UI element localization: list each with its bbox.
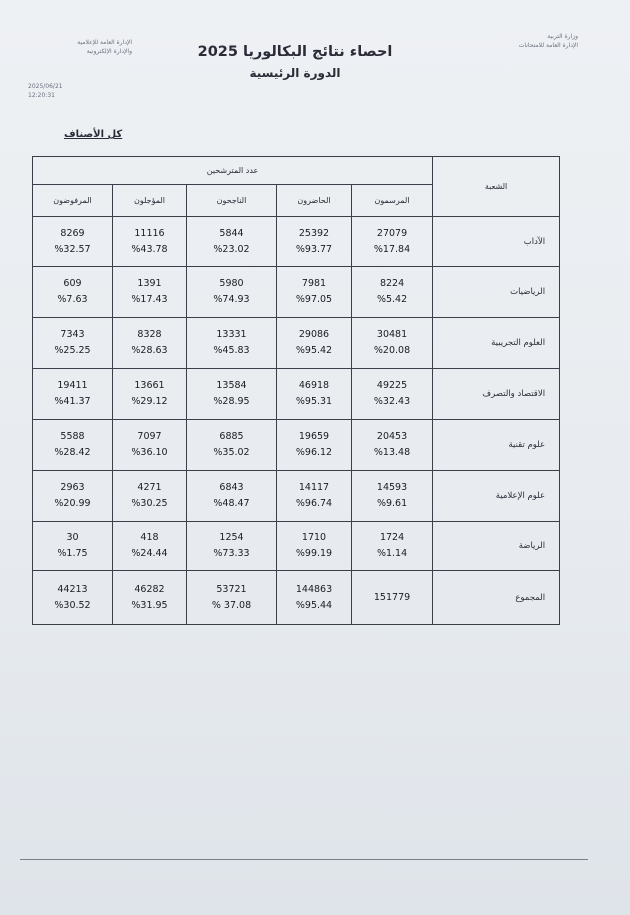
cell-count: 53721: [216, 583, 247, 595]
branch-header: الشعبة: [433, 157, 560, 217]
cell-percent: %9.61: [376, 498, 408, 509]
data-cell: [352, 267, 433, 318]
document-subtitle: الدورة الرئيسية: [249, 66, 341, 80]
cell-percent: %99.19: [295, 548, 333, 559]
cell-percent: %35.02: [213, 447, 250, 458]
data-cell: [33, 369, 113, 420]
cell-count: 5980: [219, 278, 244, 289]
branch-name: المجموع: [433, 571, 560, 625]
data-cell: [113, 420, 187, 471]
cell-percent: %48.47: [213, 498, 250, 509]
cell-count: 13661: [134, 380, 165, 391]
table-row: [33, 522, 560, 571]
cell-percent: %30.52: [54, 599, 91, 611]
cell-percent: %74.93: [213, 294, 250, 305]
department-line-2: والإدارة الإلكترونية: [86, 48, 132, 55]
cell-percent: %28.42: [54, 447, 91, 458]
cell-percent: %96.74: [295, 498, 333, 509]
cell-percent: %45.83: [213, 345, 250, 356]
cell-percent: %36.10: [131, 447, 168, 458]
data-cell: [113, 369, 187, 420]
data-cell: [113, 522, 187, 571]
cell-percent: %93.77: [295, 243, 333, 255]
data-cell: [277, 217, 352, 267]
cell-count: 19659: [298, 431, 330, 442]
results-table: [32, 156, 560, 625]
cell-count: 8269: [60, 227, 85, 239]
cell-count: 44213: [57, 583, 88, 595]
data-cell: [113, 217, 187, 267]
cell-count: 6885: [219, 431, 244, 442]
cell-percent: %31.95: [131, 599, 168, 611]
col-passed: الناجحون: [187, 185, 277, 217]
print-time: 12:20:31: [28, 92, 55, 99]
cell-percent: %20.08: [373, 345, 411, 356]
print-date: 2025/06/21: [28, 83, 63, 90]
table-row: [33, 571, 560, 625]
ministry-header: [478, 32, 578, 50]
data-cell: [187, 522, 277, 571]
table-row: [33, 217, 560, 267]
data-cell: [33, 471, 113, 522]
data-cell: [33, 571, 113, 625]
data-cell: [33, 420, 113, 471]
cell-count: 11116: [134, 227, 165, 239]
cell-percent: %17.43: [131, 294, 168, 305]
data-cell: [113, 571, 187, 625]
cell-count: 5588: [60, 431, 85, 442]
cell-percent: %96.12: [295, 447, 333, 458]
branch-name: الآداب: [433, 217, 560, 267]
cell-count: 8328: [137, 329, 162, 340]
data-cell: [187, 318, 277, 369]
cell-percent: %28.63: [131, 345, 168, 356]
col-rejected: المرفوضون: [33, 185, 113, 217]
cell-count: 30: [66, 532, 79, 543]
data-cell: [187, 471, 277, 522]
data-cell: [33, 217, 113, 267]
branch-name: الاقتصاد والتصرف: [433, 369, 560, 420]
data-cell: [277, 522, 352, 571]
cell-percent: %28.95: [213, 396, 250, 407]
cell-percent: %32.43: [373, 396, 411, 407]
data-cell: [187, 571, 277, 625]
data-cell: [277, 420, 352, 471]
data-cell: [187, 217, 277, 267]
cell-count: 8224: [379, 278, 405, 289]
cell-count: 14593: [376, 482, 408, 493]
cell-count: 4271: [137, 482, 162, 493]
cell-count: 144863: [295, 583, 333, 595]
cell-count: 7981: [301, 278, 327, 289]
cell-count: 19411: [57, 380, 88, 391]
table-row: [33, 420, 560, 471]
branch-name: العلوم التجريبية: [433, 318, 560, 369]
cell-count: 609: [63, 278, 82, 289]
data-cell: [33, 318, 113, 369]
cell-percent: %73.33: [213, 548, 250, 559]
cell-count: 6843: [219, 482, 244, 493]
table-row: [33, 318, 560, 369]
cell-count: 1391: [137, 278, 162, 289]
cell-count: 7097: [137, 431, 162, 442]
cell-count: 49225: [376, 380, 408, 391]
cell-percent: %97.05: [295, 294, 333, 305]
data-cell: [187, 369, 277, 420]
category-label: كل الأصناف: [64, 129, 123, 140]
cell-count: 1710: [301, 532, 327, 543]
footer-divider: [20, 859, 588, 860]
cell-percent: %95.44: [295, 599, 333, 611]
cell-percent: %43.78: [131, 243, 168, 255]
cell-count: 27079: [376, 227, 408, 239]
department-line-1: الإدارة العامة للإعلامية: [77, 39, 132, 46]
data-cell: [277, 571, 352, 625]
cell-percent: %13.48: [373, 447, 411, 458]
cell-percent: %1.14: [376, 548, 408, 559]
col-registered: المرسمون: [352, 185, 433, 217]
issuing-department: [22, 38, 132, 56]
branch-name: علوم تقنية: [433, 420, 560, 471]
cell-count: 29086: [298, 329, 330, 340]
cell-count: 1724: [379, 532, 405, 543]
cell-count: 151779: [373, 591, 411, 603]
data-cell: [352, 522, 433, 571]
data-cell: [113, 471, 187, 522]
cell-percent: %25.25: [54, 345, 91, 356]
data-cell: [277, 318, 352, 369]
cell-percent: %32.57: [54, 243, 91, 255]
cell-count: 25392: [298, 227, 330, 239]
cell-percent: %30.25: [131, 498, 168, 509]
cell-percent: %95.31: [295, 396, 333, 407]
cell-percent: %17.84: [373, 243, 411, 255]
cell-count: 7343: [60, 329, 85, 340]
data-cell: [277, 471, 352, 522]
col-present: الحاضرون: [277, 185, 352, 217]
cell-count: 5844: [219, 227, 244, 239]
table-row: [33, 369, 560, 420]
cell-percent: %24.44: [131, 548, 168, 559]
data-cell: [277, 267, 352, 318]
data-cell: [352, 369, 433, 420]
cell-count: 46282: [134, 583, 165, 595]
branch-name: الرياضة: [433, 522, 560, 571]
data-cell: [113, 267, 187, 318]
cell-count: 2963: [60, 482, 85, 493]
cell-percent: %7.63: [57, 294, 88, 305]
data-cell: [33, 267, 113, 318]
cell-percent: % 37.08: [211, 599, 252, 611]
cell-percent: %95.42: [295, 345, 333, 356]
table-row: [33, 471, 560, 522]
cell-count: 30481: [376, 329, 408, 340]
cell-count: 46918: [298, 380, 330, 391]
data-cell: [352, 217, 433, 267]
candidates-group-header: عدد المترشحين: [33, 157, 433, 185]
data-cell: [352, 420, 433, 471]
cell-count: 13584: [216, 380, 247, 391]
data-cell: [187, 420, 277, 471]
cell-percent: %29.12: [131, 396, 168, 407]
data-cell: [113, 318, 187, 369]
document-title: احصاء نتائج البكالوريا 2025: [197, 44, 393, 60]
results-body: [33, 217, 560, 625]
cell-percent: %41.37: [54, 396, 91, 407]
cell-count: 14117: [298, 482, 330, 493]
cell-count: 418: [140, 532, 159, 543]
data-cell: [277, 369, 352, 420]
table-row: [33, 267, 560, 318]
cell-count: 1254: [219, 532, 244, 543]
cell-count: 13331: [216, 329, 247, 340]
data-cell: [352, 571, 433, 625]
col-postponed: المؤجلون: [113, 185, 187, 217]
cell-percent: %20.99: [54, 498, 91, 509]
cell-percent: %1.75: [57, 548, 88, 559]
cell-percent: %23.02: [213, 243, 250, 255]
ministry-line-1: وزارة التربية: [547, 33, 578, 40]
branch-name: علوم الإعلامية: [433, 471, 560, 522]
cell-count: 20453: [376, 431, 408, 442]
ministry-line-2: الإدارة العامة للامتحانات: [518, 42, 578, 49]
data-cell: [352, 471, 433, 522]
data-cell: [33, 522, 113, 571]
cell-percent: %5.42: [376, 294, 408, 305]
data-cell: [187, 267, 277, 318]
data-cell: [352, 318, 433, 369]
branch-name: الرياضيات: [433, 267, 560, 318]
print-timestamp: [28, 82, 63, 100]
